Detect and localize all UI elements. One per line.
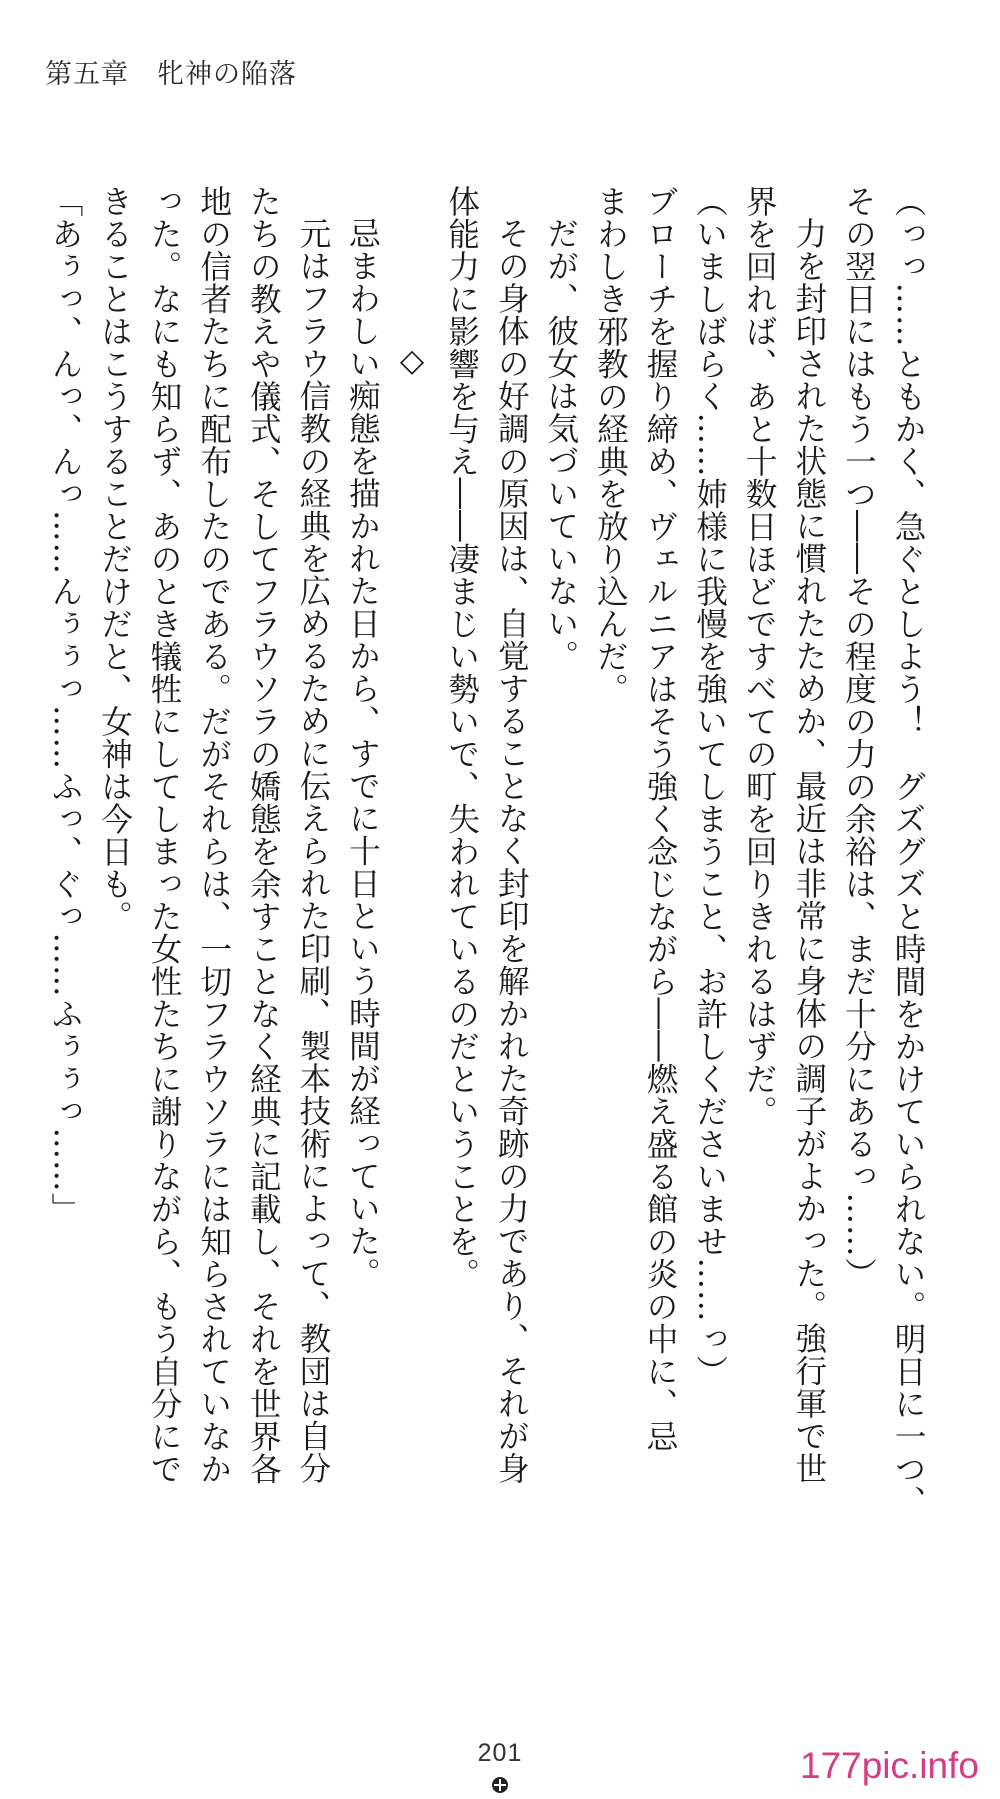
- text-line-9: その身体の好調の原因は、自覚することなく封印を解かれた奇跡の力であり、それが身: [493, 216, 530, 1485]
- text-line-5: （いましばらく……姉様に我慢を強いてしまうこと、お許しくださいませ……っ）: [691, 185, 728, 1388]
- text-line-1: （っっ……ともかく、急ぐとしよう！ グズグズと時間をかけていられない。明日に一つ、: [890, 185, 926, 1518]
- scene-break-diamond: ◇: [394, 343, 431, 380]
- text-line-12: 忌まわしい痴態を描かれた日から、すでに十日という時間が経っていた。: [344, 216, 381, 1290]
- text-line-7: まわしき邪教の経典を放り込んだ。: [592, 185, 629, 705]
- text-line-10: 体能力に影響を与え――凄まじい勢いで、失われているのだということを。: [443, 185, 480, 1290]
- text-line-13: 元はフラウ信教の経典を広めるために伝えられた印刷、製本技術によって、教団は自分: [294, 216, 331, 1485]
- text-line-15: 地の信者たちに配布したのである。だがそれらは、一切フラウソラには知らされていなか: [195, 185, 232, 1485]
- text-line-6: ブローチを握り締め、ヴェルニアはそう強く念じながら――燃え盛る館の炎の中に、忌: [642, 185, 679, 1453]
- text-line-8: だが、彼女は気づいていない。: [542, 216, 579, 672]
- text-line-4: 界を回れば、あと十数日ほどですべての町を回りきれるはずだ。: [741, 185, 778, 1128]
- text-line-17: きることはこうすることだけだと、女神は今日も。: [96, 185, 133, 933]
- vertical-body-text: [39, 185, 932, 1625]
- watermark-text: 177pic.info: [800, 1745, 979, 1786]
- page-number: 201: [477, 1739, 523, 1767]
- text-line-14: たちの教えや儀式、そしてフラウソラの嬌態を余すことなく経典に記載し、それを世界各: [245, 185, 282, 1485]
- page-ornament-icon: [492, 1777, 508, 1793]
- text-line-18-dialogue: 「あぅっ、んっ、んっ……んぅぅっ……ふっ、ぐっ……ふぅぅっ……」: [46, 185, 83, 1225]
- text-line-16: った。なにも知らず、あのとき犠牲にしてしまった女性たちに謝りながら、もう自分にで: [146, 185, 183, 1485]
- text-line-3: 力を封印された状態に慣れたためか、最近は非常に身体の調子がよかった。強行軍で世: [790, 216, 827, 1485]
- running-head-chapter-title: 第五章 牝神の陥落: [45, 59, 297, 90]
- text-line-2: その翌日にはもう一つ――その程度の力の余裕は、まだ十分にあるっ……）: [840, 185, 877, 1290]
